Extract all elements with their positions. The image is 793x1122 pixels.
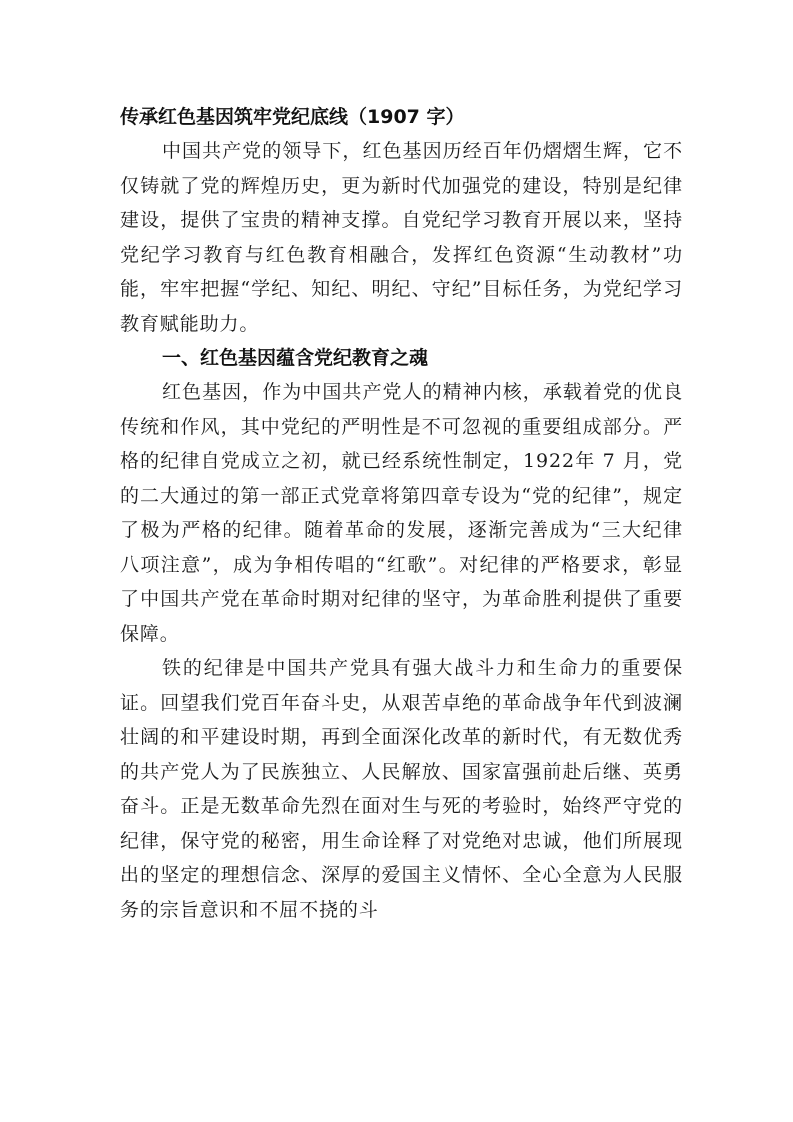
body-paragraph: 红色基因，作为中国共产党人的精神内核，承载着党的优良传统和作风，其中党纪的严明性是不可忽视的重要组成部分。严格的纪律自党成立之初，就已经系统性制定，1922年 7 月，党的二大通过的第一部正式党章将第四章专设为“党的纪律”，规定了极为严格的纪律。随着革命的发展，逐渐完善成为“三大纪律八项注意”，成为争相传唱的“红歌”。对纪律的严格要求，彰显了中国共产党在革命时期对纪律的坚守，为革命胜利提供了重要保障。 — [120, 381, 683, 645]
body-paragraph: 铁的纪律是中国共产党具有强大战斗力和生命力的重要保证。回望我们党百年奋斗史，从艰苦卓绝的革命战争年代到波澜壮阔的和平建设时期，再到全面深化改革的新时代，有无数优秀的共产党人为了民族独立、人民解放、国家富强前赴后继、英勇奋斗。正是无数革命先烈在面对生与死的考验时，始终严守党的纪律，保守党的秘密，用生命诠释了对党绝对忠诚，他们所展现出的坚定的理想信念、深厚的爱国主义情怀、全心全意为人民服务的宗旨意识和不屈不挠的斗 — [120, 657, 683, 921]
document-body — [120, 100, 683, 927]
document-title: 传承红色基因筑牢党纪底线（1907 字） — [120, 106, 465, 128]
intro-paragraph: 中国共产党的领导下，红色基因历经百年仍熠熠生辉，它不仅铸就了党的辉煌历史，更为新时代加强党的建设，特别是纪律建设，提供了宝贵的精神支撑。自党纪学习教育开展以来，坚持党纪学习教育与红色教育相融合，发挥红色资源“生动教材”功能，牢牢把握“学纪、知纪、明纪、守纪”目标任务，为党纪学习教育赋能助力。 — [120, 140, 683, 335]
section-heading: 一、红色基因蕴含党纪教育之魂 — [162, 347, 429, 369]
